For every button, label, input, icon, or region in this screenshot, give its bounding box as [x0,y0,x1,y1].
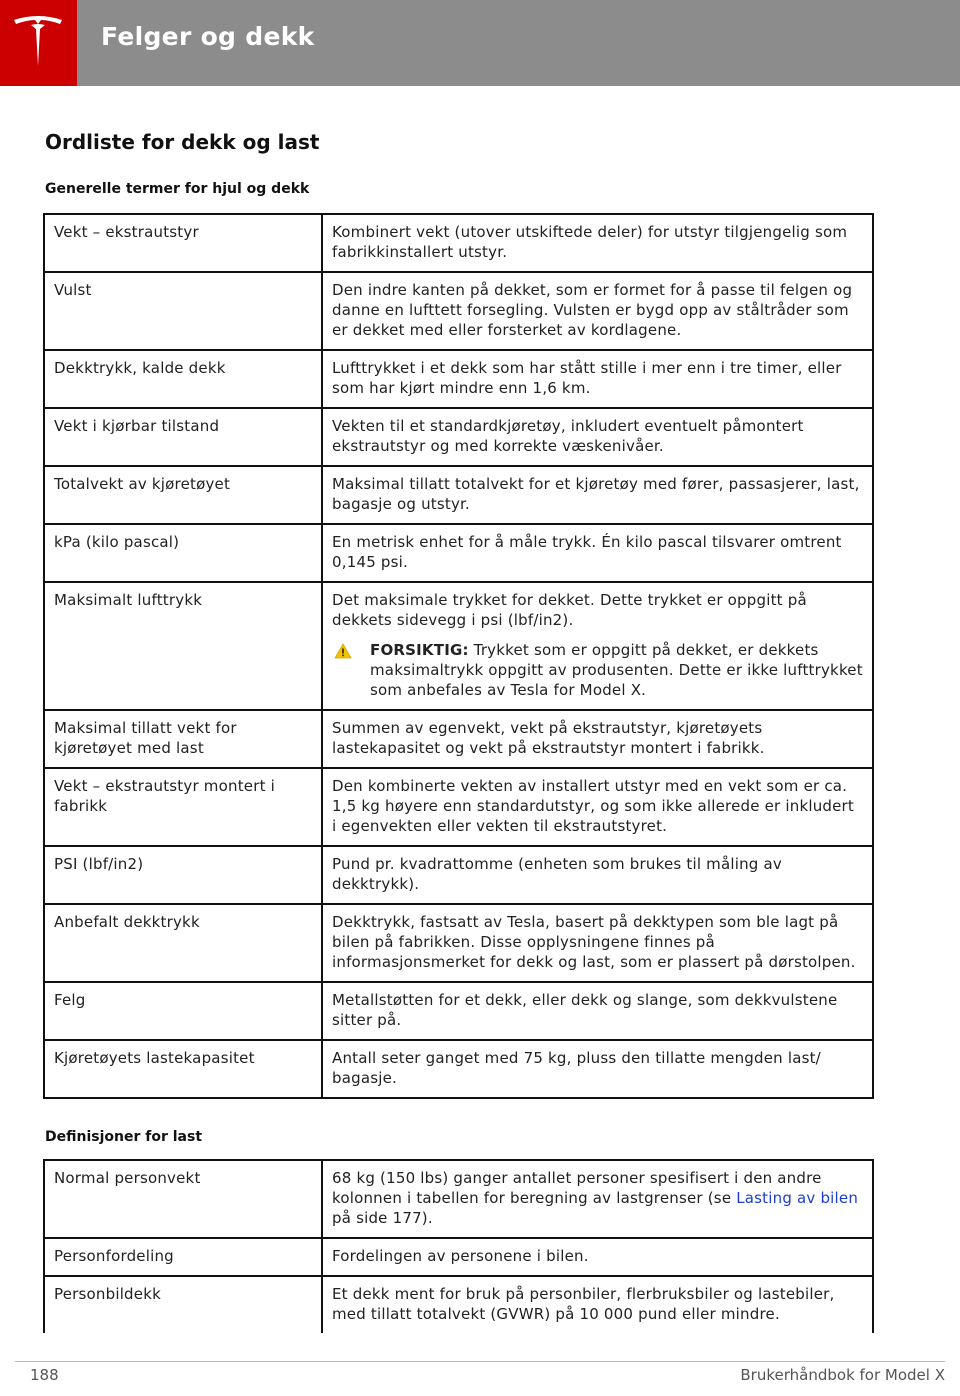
definition-cell: Den kombinerte vekten av installert utstyr med en vekt som er ca. 1,5 kg høyere enn standardutstyr, og som ikke allerede er inkludert i egenvekten eller vekten til ekstrautstyret. [322,768,873,846]
tesla-logo-icon [12,14,64,70]
manual-title: Brukerhåndbok for Model X [740,1366,945,1384]
warning-icon [334,643,352,659]
term-cell: Normal personvekt [44,1160,322,1238]
caution-label: FORSIKTIG: [370,641,469,659]
page-heading: Ordliste for dekk og last [45,130,320,154]
definition-cell: En metrisk enhet for å måle trykk. Én kilo pascal tilsvarer omtrent 0,145 psi. [322,524,873,582]
table-row [44,1238,873,1276]
section-title-general-terms: Generelle termer for hjul og dekk [45,181,310,197]
table-row [44,768,873,846]
definition-cell [322,582,873,710]
definition-cell: Et dekk ment for bruk på personbiler, flerbruksbiler og lastebiler, med tillatt totalvekt (GVWR) på 10 000 pund eller mindre. [322,1276,873,1333]
term-cell: Maksimal tillatt vekt for kjøretøyet med last [44,710,322,768]
term-cell: Totalvekt av kjøretøyet [44,466,322,524]
term-cell: Kjøretøyets lastekapasitet [44,1040,322,1098]
term-cell: Anbefalt dekktrykk [44,904,322,982]
definition-cell: Pund pr. kvadrattomme (enheten som brukes til måling av dekktrykk). [322,846,873,904]
term-cell: Personfordeling [44,1238,322,1276]
term-cell: Personbildekk [44,1276,322,1333]
definition-cell: Den indre kanten på dekket, som er formet for å passe til felgen og danne en lufttett forsegling. Vulsten er bygd opp av ståltråder som er dekket med eller forsterket av kordlagene. [322,272,873,350]
definition-cell: Dekktrykk, fastsatt av Tesla, basert på dekktypen som ble lagt på bilen på fabrikken. Disse opplysningene finnes på informasjonsmerket for dekk og last, som er plassert på dørstolpen. [322,904,873,982]
definition-cell: Kombinert vekt (utover utskiftede deler) for utstyr tilgjengelig som fabrikkinstallert utstyr. [322,214,873,272]
term-cell: Dekktrykk, kalde dekk [44,350,322,408]
table-row [44,408,873,466]
table-row [44,524,873,582]
table-row [44,1276,873,1333]
table-row [44,846,873,904]
term-cell: kPa (kilo pascal) [44,524,322,582]
table-row [44,214,873,272]
definition-cell: Fordelingen av personene i bilen. [322,1238,873,1276]
table-row [44,350,873,408]
term-cell: Maksimalt lufttrykk [44,582,322,710]
footer-divider [15,1361,945,1362]
page-number: 188 [30,1366,59,1384]
term-cell: PSI (lbf/in2) [44,846,322,904]
definition-text-end: på side 177). [332,1209,433,1227]
term-cell: Vekt – ekstrautstyr montert i fabrikk [44,768,322,846]
definition-text: 68 kg (150 lbs) ganger antallet personer spesifisert i den andre kolonnen i tabellen for beregning av lastgrenser (se [332,1169,822,1207]
definition-cell: Lufttrykket i et dekk som har stått stille i mer enn i tre timer, eller som har kjørt mindre enn 1,6 km. [322,350,873,408]
term-cell: Vekt i kjørbar tilstand [44,408,322,466]
caution-note [332,640,863,700]
definition-cell [322,1160,873,1238]
table-row [44,272,873,350]
load-definitions-table [43,1159,874,1333]
definition-text: Det maksimale trykket for dekket. Dette trykket er oppgitt på dekkets sidevegg i psi (lbf/in2). [332,591,807,629]
chapter-title: Felger og dekk [101,22,315,51]
term-cell: Vekt – ekstrautstyr [44,214,322,272]
definition-cell: Maksimal tillatt totalvekt for et kjøretøy med fører, passasjerer, last, bagasje og utstyr. [322,466,873,524]
general-terms-table [43,213,874,1099]
section-title-load-definitions: Definisjoner for last [45,1129,203,1145]
term-cell: Vulst [44,272,322,350]
table-row [44,582,873,710]
tesla-logo [0,0,77,86]
table-row [44,710,873,768]
definition-cell: Summen av egenvekt, vekt på ekstrautstyr, kjøretøyets lastekapasitet og vekt på ekstrautstyr montert i fabrikk. [322,710,873,768]
table-row [44,904,873,982]
table-row [44,982,873,1040]
table-row [44,466,873,524]
definition-cell: Antall seter ganget med 75 kg, pluss den tillatte mengden last/ bagasje. [322,1040,873,1098]
page-header [0,0,960,86]
definition-cell: Vekten til et standardkjøretøy, inkludert eventuelt påmontert ekstrautstyr og med korrekte væskenivåer. [322,408,873,466]
caution-text: Trykket som er oppgitt på dekket, er dekkets maksimaltrykk oppgitt av produsenten. Dette er ikke lufttrykket som anbefales av Tesla for Model X. [370,641,863,699]
lasting-av-bilen-link[interactable]: Lasting av bilen [736,1189,859,1207]
table-row [44,1160,873,1238]
term-cell: Felg [44,982,322,1040]
definition-cell: Metallstøtten for et dekk, eller dekk og slange, som dekkvulstene sitter på. [322,982,873,1040]
table-row [44,1040,873,1098]
